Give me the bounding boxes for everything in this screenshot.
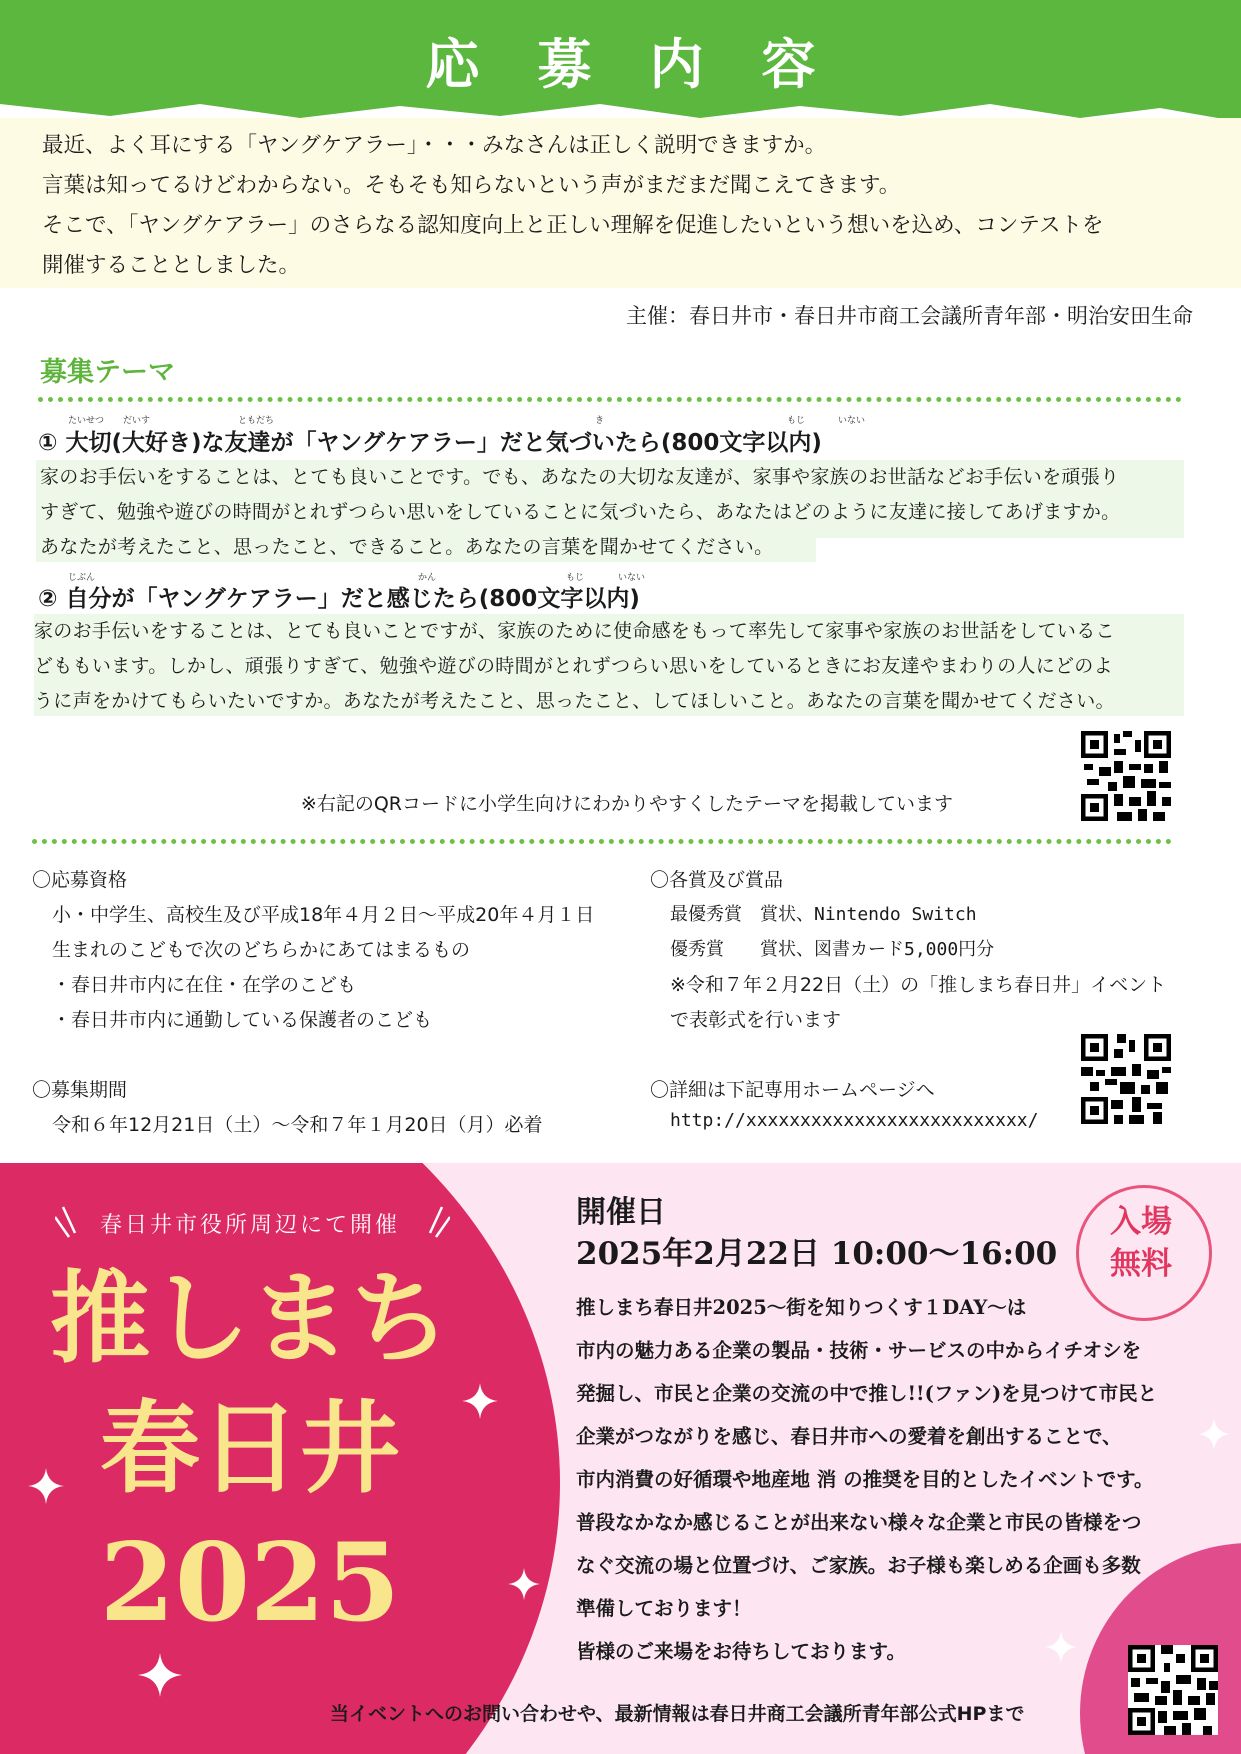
theme-1-title: ① 大切(大好き)な友達が「ヤングケアラー」だと気づいたら(800文字以内) [38, 430, 822, 456]
prize-line: 最優秀賞 賞状、Nintendo Switch [670, 904, 977, 925]
theme-1-line: あなたが考えたこと、思ったこと、できること。あなたの言葉を聞かせてください。 [40, 536, 774, 558]
theme-2-line: 家のお手伝いをすることは、とても良いことですが、家族のために使命感をもって率先して家事や家族のお世話をしているこ [34, 620, 1115, 642]
details-heading: 〇詳細は下記専用ホームページへ [650, 1079, 935, 1101]
event-description-line: なぐ交流の場と位置づけ、ご家族。お子様も楽しめる企画も多数 [576, 1554, 1141, 1577]
free-entry-line: 入場 [1110, 1204, 1172, 1240]
ruby-text: もじ [787, 416, 806, 426]
theme-heading: 募集テーマ [40, 357, 175, 388]
event-description-line: 市内の魅力ある企業の製品・技術・サービスの中からイチオシを [576, 1339, 1142, 1362]
free-entry-text [1086, 1201, 1196, 1285]
details-url-link[interactable]: http://xxxxxxxxxxxxxxxxxxxxxxxxxx/ [670, 1110, 1039, 1131]
sparkle-icon [508, 1568, 540, 1600]
ruby-text: き [595, 416, 605, 426]
qr-note: ※右記のQRコードに小学生向けにわかりやすくしたテーマを掲載しています [300, 793, 953, 815]
eligibility-line: 小・中学生、高校生及び平成18年４月２日～平成20年４月１日 [52, 904, 595, 926]
prize-line: 優秀賞 賞状、図書カード5,000円分 [670, 939, 995, 960]
eligibility-line: ・春日井市内に通勤している保護者のこども [52, 1009, 433, 1031]
organizer: 主催：春日井市・春日井市商工会議所青年部・明治安田生命 [626, 304, 1193, 328]
eligibility-heading: 〇応募資格 [32, 869, 128, 891]
event-description-line: 発掘し、市民と企業の交流の中で推し!!(ファン)を見つけて市民と [576, 1382, 1158, 1405]
dotted-divider [32, 839, 1172, 844]
sparkle-icon [462, 1383, 498, 1419]
event-name-line: 2025 [99, 1520, 401, 1646]
prizes-heading: 〇各賞及び賞品 [650, 869, 784, 891]
prize-line: で表彰式を行います [670, 1009, 842, 1031]
ruby-text: じぶん [68, 573, 96, 583]
page-title: 応募内容 [425, 33, 874, 96]
period-heading: 〇募集期間 [32, 1079, 128, 1101]
ruby-text: いない [838, 416, 866, 426]
intro-line: そこで、「ヤングケアラー」のさらなる認知度向上と正しい理解を促進したいという想いを込め、コンテストを [42, 213, 1104, 238]
theme-2-line: うに声をかけてもらいたいですか。あなたが考えたこと、思ったこと、してほしいこと。あなたの言葉を聞かせてください。 [34, 690, 1115, 712]
event-description-line: 企業がつながりを感じ、春日井市への愛着を創出することで、 [576, 1425, 1122, 1448]
event-name-line: 推しまち [50, 1259, 450, 1377]
ruby-text: もじ [566, 573, 585, 583]
event-description-line: 市内消費の好循環や地産地 消 の推奨を目的としたイベントです。 [576, 1468, 1154, 1491]
intro-line: 最近、よく耳にする「ヤングケアラー」・・・みなさんは正しく説明できますか。 [42, 133, 827, 158]
intro-line: 開催することとしました。 [42, 253, 301, 278]
accent-lines-icon [410, 1203, 450, 1243]
theme-2-title: ② 自分が「ヤングケアラー」だと感じたら(800文字以内) [38, 586, 640, 612]
event-section [0, 1163, 1241, 1754]
ruby-text: いない [618, 573, 646, 583]
event-date: 2025年2月22日 10:00～16:00 [576, 1236, 1058, 1272]
ruby-text: ともだち [238, 416, 275, 426]
qr-code-icon[interactable] [1081, 731, 1171, 821]
sparkle-icon [1198, 1418, 1230, 1450]
intro-box [0, 118, 1241, 288]
prize-line: ※令和７年２月22日（土）の「推しまち春日井」イベント [670, 974, 1167, 996]
theme-1-line: 家のお手伝いをすることは、とても良いことです。でも、あなたの大切な友達が、家事や家族のお世話などお手伝いを頑張り [40, 466, 1120, 488]
ruby-text: かん [418, 573, 437, 583]
eligibility-line: ・春日井市内に在住・在学のこども [52, 974, 357, 996]
qr-code-icon[interactable] [1128, 1645, 1218, 1735]
eligibility-line: 生まれのこどもで次のどちらかにあてはまるもの [52, 939, 471, 961]
theme-2-line: どももいます。しかし、頑張りすぎて、勉強や遊びの時間がとれずつらい思いをしているときにお友達やまわりの人にどのよ [34, 655, 1113, 677]
period-text: 令和６年12月21日（土）～令和７年１月20日（月）必着 [52, 1114, 543, 1136]
free-entry-line: 無料 [1110, 1246, 1172, 1282]
dotted-divider [38, 397, 1182, 402]
event-description-line: 普段なかなか感じることが出来ない様々な企業と市民の皆様をつ [576, 1511, 1142, 1534]
sparkle-icon [28, 1468, 64, 1504]
event-date-label: 開催日 [576, 1195, 666, 1230]
event-name-line: 春日井 [100, 1389, 400, 1507]
sparkle-icon [1045, 1631, 1077, 1663]
qr-code-icon[interactable] [1081, 1034, 1171, 1124]
ruby-text: だいす [123, 416, 151, 426]
ruby-text: たいせつ [68, 416, 105, 426]
contact-note: 当イベントへのお問い合わせや、最新情報は春日井商工会議所青年部公式HPまで [330, 1703, 1025, 1725]
event-description-line: 推しまち春日井2025～街を知りつくす１DAY～は [576, 1296, 1027, 1319]
theme-1-line: すぎて、勉強や遊びの時間がとれずつらい思いをしていることに気づいたら、あなたはどのように友達に接してあげますか。 [40, 501, 1121, 523]
sparkle-icon [138, 1653, 182, 1697]
event-subtitle: 春日井市役所周辺にて開催 [99, 1213, 400, 1238]
intro-line: 言葉は知ってるけどわからない。そもそも知らないという声がまだまだ聞こえてきます。 [42, 173, 901, 198]
event-description-line: 皆様のご来場をお待ちしております。 [576, 1640, 906, 1663]
event-description-line: 準備しております！ [576, 1597, 752, 1620]
